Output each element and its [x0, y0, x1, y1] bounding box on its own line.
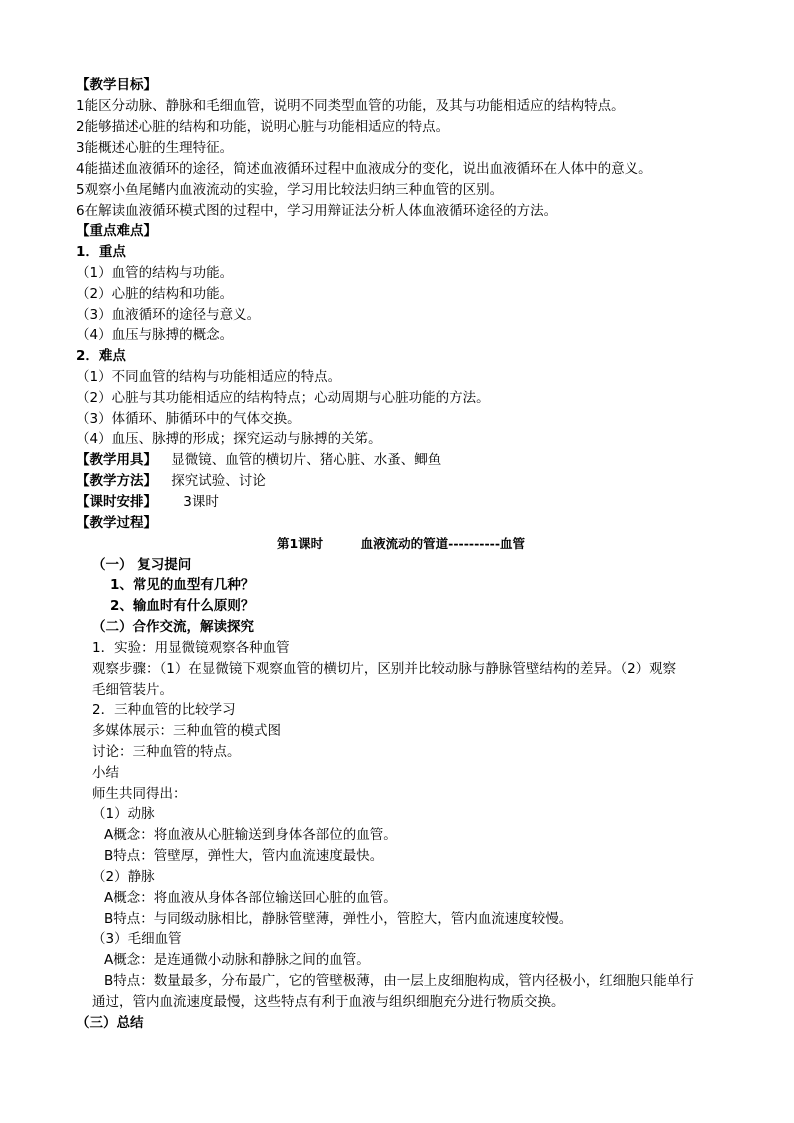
summary-label: 小结	[92, 765, 119, 781]
conclusion-intro: 师生共同得出：	[92, 786, 187, 802]
focus-item: （4）血压与脉搏的概念。	[76, 327, 234, 343]
difficulty-item: （2）心脏与其功能相适应的结构特点；心动周期与心脏功能的方法。	[76, 390, 490, 406]
artery-concept: A概念：将血液从心脏输送到身体各部位的血管。	[104, 827, 397, 843]
capillary-features-cont: 通过，管内血流速度最慢，这些特点有利于血液与组织细胞充分进行物质交换。	[92, 994, 565, 1010]
summary-heading: （三）总结	[76, 1015, 144, 1031]
goal-item: 6在解读血液循环模式图的过程中，学习用辩证法分析人体血液循环途径的方法。	[76, 203, 558, 219]
process-heading: 【教学过程】	[76, 515, 157, 531]
tools-value: 显微镜、血管的横切片、猪心脏、水蚤、鲫鱼	[171, 452, 442, 468]
methods-label: 【教学方法】	[76, 473, 157, 489]
key-points-heading: 【重点难点】	[76, 223, 157, 239]
artery-title: （1）动脉	[92, 806, 155, 822]
experiment-1-steps-cont: 毛细管装片。	[92, 682, 173, 698]
difficulty-item: （4）血压、脉搏的形成；探究运动与脉搏的关笫。	[76, 431, 382, 447]
vein-features: B特点：与同级动脉相比，静脉管壁薄，弹性小，管腔大，管内血流速度较慢。	[104, 911, 573, 927]
review-question: 1、常见的血型有几种？	[110, 577, 255, 593]
artery-features: B特点：管壁厚，弹性大，管内血流速度最快。	[104, 848, 384, 864]
experiment-2: 2．三种血管的比较学习	[92, 702, 236, 718]
review-heading: （一） 复习提问	[92, 557, 192, 573]
capillary-concept: A概念：是连通微小动脉和静脉之间的血管。	[104, 952, 370, 968]
focus-title: 1．重点	[76, 244, 126, 260]
difficulty-item: （1）不同血管的结构与功能相适应的特点。	[76, 369, 342, 385]
capillary-title: （3）毛细血管	[92, 931, 182, 947]
tools-label: 【教学用具】	[76, 452, 157, 468]
discussion-line: 讨论：三种血管的特点。	[92, 744, 241, 760]
focus-item: （2）心脏的结构和功能。	[76, 286, 234, 302]
focus-item: （3）血液循环的途径与意义。	[76, 307, 261, 323]
vein-concept: A概念：将血液从身体各部位输送回心脏的血管。	[104, 890, 397, 906]
goal-item: 4能描述血液循环的途径，简述血液循环过程中血液成分的变化，说出血液循环在人体中的意义。	[76, 161, 652, 177]
experiment-1-steps: 观察步骤：（1）在显微镜下观察血管的横切片，区别并比较动脉与静脉管壁结构的差异。（2）观察	[92, 661, 677, 677]
vein-title: （2）静脉	[92, 869, 155, 885]
focus-item: （1）血管的结构与功能。	[76, 265, 234, 281]
tools-row	[76, 450, 726, 471]
goal-item: 2能够描述心脏的结构和功能，说明心脏与功能相适应的特点。	[76, 119, 450, 135]
schedule-label: 【课时安排】	[76, 494, 157, 510]
experiment-1: 1．实验：用显微镜观察各种血管	[92, 640, 290, 656]
schedule-row	[76, 492, 726, 513]
capillary-features: B特点：数量最多，分布最广，它的管壁极薄，由一层上皮细胞构成，管内径极小，红细胞只能单行	[104, 973, 694, 989]
difficulty-title: 2．难点	[76, 348, 126, 364]
goal-item: 3能概述心脏的生理特征。	[76, 140, 234, 156]
methods-value: 探究试验、讨论	[171, 473, 266, 489]
methods-row	[76, 471, 726, 492]
teaching-goals-heading: 【教学目标】	[76, 77, 157, 93]
goal-item: 1能区分动脉、静脉和毛细血管，说明不同类型血管的功能，及其与功能相适应的结构特点。	[76, 98, 625, 114]
goal-item: 5观察小鱼尾鳍内血液流动的实验，学习用比较法归纳三种血管的区别。	[76, 182, 504, 198]
review-question: 2、输血时有什么原则？	[110, 598, 255, 614]
explore-heading: （二）合作交流，解读探究	[92, 619, 254, 635]
multimedia-line: 多媒体展示：三种血管的模式图	[92, 723, 281, 739]
difficulty-item: （3）体循环、肺循环中的气体交换。	[76, 411, 301, 427]
schedule-value: 3课时	[183, 494, 219, 510]
lesson-title: 第1课时 血液流动的管道----------血管	[276, 536, 526, 551]
